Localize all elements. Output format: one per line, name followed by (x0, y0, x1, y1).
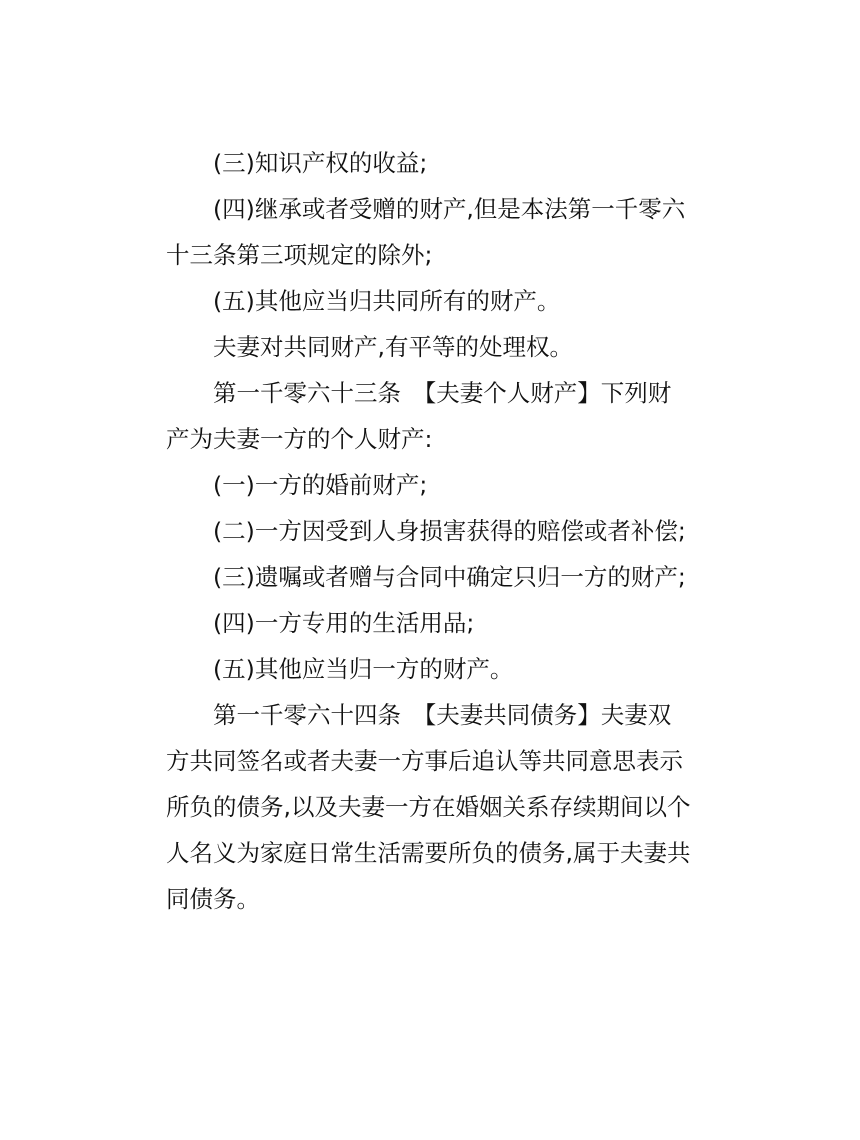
document-body (166, 140, 694, 922)
text-line: 人名义为家庭日常生活需要所负的债务,属于夫妻共 (166, 839, 691, 867)
text-line: (五)其他应当归共同所有的财产。 (213, 287, 561, 315)
text-line: 同债务。 (166, 885, 260, 913)
text-line: (四)一方专用的生活用品; (213, 609, 475, 637)
text-line: (三)知识产权的收益; (213, 149, 428, 177)
text-line: 夫妻对共同财产,有平等的处理权。 (213, 333, 573, 361)
text-line: (四)继承或者受赠的财产,但是本法第一千零六 (213, 195, 686, 223)
text-line: (二)一方因受到人身损害获得的赔偿或者补偿; (213, 517, 686, 545)
text-line: (一)一方的婚前财产; (213, 471, 428, 499)
text-line: (五)其他应当归一方的财产。 (213, 655, 514, 683)
text-line: 所负的债务,以及夫妻一方在婚姻关系存续期间以个 (166, 793, 691, 821)
text-line: 方共同签名或者夫妻一方事后追认等共同意思表示 (166, 747, 683, 775)
text-line: 产为夫妻一方的个人财产: (166, 425, 433, 453)
text-line: (三)遗嘱或者赠与合同中确定只归一方的财产; (213, 563, 686, 591)
text-line: 十三条第三项规定的除外; (166, 241, 433, 269)
article-1064-heading-line: 第一千零六十四条 【夫妻共同债务】夫妻双 (213, 701, 672, 729)
article-1063-heading-line: 第一千零六十三条 【夫妻个人财产】下列财 (213, 379, 672, 407)
